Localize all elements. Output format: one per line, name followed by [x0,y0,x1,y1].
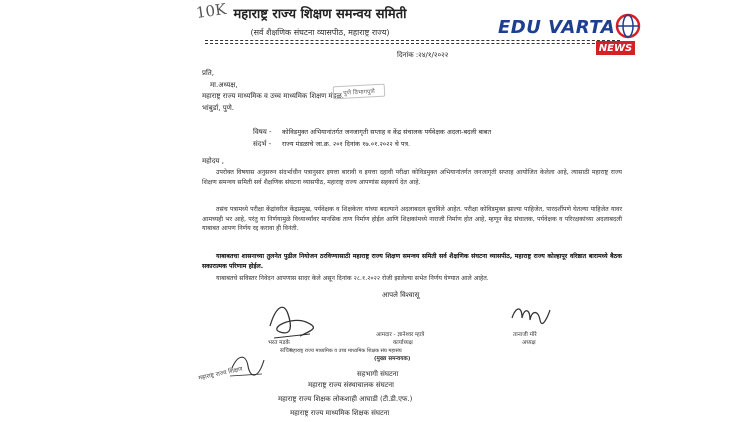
letter-date: दिनांक :२४/१/२०२२ [397,51,449,59]
signatory-3-name: तानाजी मोरे [513,332,537,338]
body-paragraph-2: तसंच पत्रामध्ये परीक्षा केंद्रांवरील केंद्रप्रमुख, पर्यवेक्षक व शिक्षकेतर यांच्या बदल्याने अदलाबदल सुचविले आहेत. परीक्षा कोविडमुक्त झाल्या पाहिजेत, पारदर्शीपणे घेतल्या पाहिजेत यावर आमच्यही भर आहे, परंतु या निर्णयामुळे विध्यार्थ्यांवर मानसिक ताण निर्माण होईल आणि शिक्षकांमध्ये नाराजी निर्माण होत आहे, म्हणून केंद्र संचालक, पर्यवेक्षक व परिरक्षकांच्या अदलाबदली याबाबत आपण निर्णय रद्द करावा ही विनंती. [202,206,622,233]
chief-coordinator: (मुख्य समन्वयक) [374,356,411,362]
subject-text: कोविडमुक्त अभियानांतर्गत जनजागृती सप्ताह व केंद्र संचालक पर्यवेक्षक अदला-बदली बाबत [282,128,492,136]
salutation: महोदय , [202,157,224,165]
body-paragraph-1: उपरोक्त विषयास अनुसरुन संदर्भाधीन पत्रानुसार इयत्ता बारावी व इयत्ता दहावी परीक्षा कोविडमुक्त अभियानांतर्गत जनजागृती सप्ताह आयोजित केलेला आहे, त्यासाठी महाराष्ट्र राज्य शिक्षण समन्वय समिती सर्व शैक्षणिक संघटना व्यासपीठ, महाराष्ट्र राज्य आपणांस सहकार्य देत आहे. [202,169,622,186]
partner-label: सहभागी संघटना [357,370,399,378]
signature-secretary [262,296,322,344]
partner-org-3: महाराष्ट्र राज्य माध्यमिक शिक्षक संघटना [290,409,390,417]
received-stamp: पुणे विभागपुणे [333,84,386,100]
address-to: प्रति, [202,69,215,77]
closing: आपले विश्वासू [382,291,420,299]
logo-brand-text: EDU VARTA [498,17,616,38]
signatory-2-name: आमदार - ज्ञानेश्वर म्हात्रे [376,332,425,338]
reference-label: संदर्भ - [253,140,272,148]
body-paragraph-4: याबाबतचे सविस्तर निवेदन आपणास सादर केले असून दिनांक २८.१.२०२२ रोजी झालेल्या सभेत निर्णय घेण्यात आले आहेत. [216,275,489,282]
reference-text: राज्य मंडळाचे जा.क्र. २०१ दिनांक १७.०१.२०२२ चे पत्र. [282,140,411,148]
address-city: भांबुर्डा, पुणे. [202,104,235,112]
org-title: महाराष्ट्र राज्य शिक्षण समन्वय समिती [233,7,407,22]
address-board: महाराष्ट्र राज्य माध्यमिक व उच्च माध्यमिक शिक्षण मंडळ, [202,92,344,100]
handwritten-margin: महाराष्ट्र राज्य शिक्षण [197,365,244,382]
partner-org-2: महाराष्ट्र राज्य शिक्षक लोकशाही आघाडी (टी.डी.एफ.) [278,395,413,403]
signature-president [508,298,552,332]
address-recipient: मा.अध्यक्ष, [210,81,238,89]
org-subtitle: (सर्व शैक्षणिक संघटना व्यासपीठ, महाराष्ट्र राज्य) [250,28,390,37]
handwritten-note: 10K [194,0,228,23]
partner-org-1: महाराष्ट्र राज्य संस्थाचालक संघटना [308,381,394,389]
signatory-1-role: सचिव [280,348,292,354]
body-paragraph-3: याबाबतचा शासनाच्या तुलनेत पुढील नियोजन ठरविण्यासाठी महाराष्ट्र राज्य शिक्षण समन्वय समिती सर्व शैक्षणिक संघटना व्यासपीठ, महाराष्ट्र राज्य कोल्हापूर वरिष्ठात बारामध्ये बैठक सकारात्मक परिणाम होईल. [202,253,622,270]
signatory-1-name: भरत मडके [268,340,290,346]
signatory-2-role: कार्याध्यक्ष [393,340,413,346]
subject-label: विषय - [253,128,272,136]
globe-icon [615,13,641,39]
federation-line: महाराष्ट्र राज्य माध्यमिक व उच्च माध्यमिक शिक्षक संघ महासंघ [290,348,402,354]
eduvarta-logo [498,13,650,60]
signatory-3-role: अध्यक्ष [522,340,536,346]
logo-news-badge: NEWS [596,41,635,55]
